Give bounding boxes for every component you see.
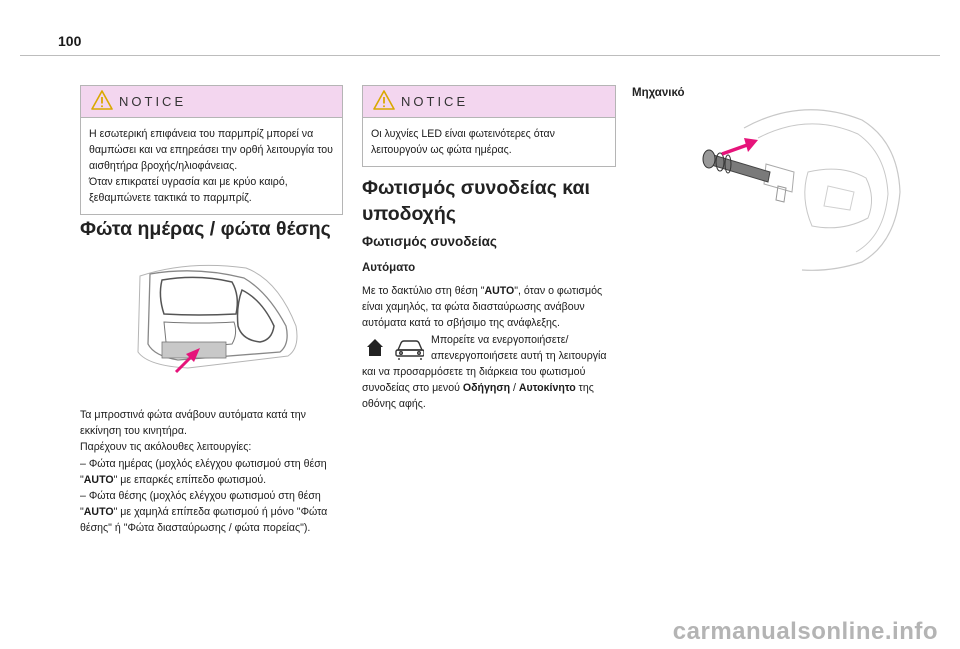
- notice-title: NOTICE: [401, 94, 469, 109]
- automatic-paragraph: [362, 283, 620, 332]
- auto-label: AUTO: [83, 473, 114, 486]
- item-text: – Φώτα θέσης (μοχλός ελέγχου φωτισμού στη θέση ": [80, 490, 321, 519]
- daylights-item-sidelights: [80, 488, 348, 537]
- warning-triangle-icon: [373, 90, 395, 115]
- notice-header: [363, 86, 615, 118]
- configure-paragraph: [362, 364, 620, 413]
- watermark: carmanualsonline.info: [672, 618, 938, 645]
- warning-triangle-icon: [91, 90, 113, 115]
- para-text: ", όταν ο φωτισμός είναι χαμηλός, τα φώτα διασταύρωσης ανάβουν αυτόματα κατά το σβήσιμο της ανάφλεξης.: [362, 285, 603, 330]
- automatic-heading: Αυτόματο: [362, 262, 416, 274]
- headlamp-figure: [128, 256, 308, 391]
- menu-driving: Οδήγηση: [462, 382, 511, 395]
- heading-line: υποδοχής: [362, 203, 456, 225]
- auto-label: AUTO: [83, 506, 114, 519]
- notice-body: [81, 118, 342, 214]
- notice-paragraph: Οι λυχνίες LED είναι φωτεινότερες όταν λειτουργούν ως φώτα ημέρας.: [371, 128, 555, 156]
- welcome-lighting-heading: [362, 175, 622, 227]
- notice-paragraph: Η εσωτερική επιφάνεια του παρμπρίζ μπορεί να θαμπώσει και να επηρεάσει την ορθή λειτουργία του αισθητήρα βροχής/ηλιοφάνειας.: [89, 128, 333, 172]
- configure-body-rest: [362, 364, 620, 413]
- para-text: /: [510, 382, 519, 395]
- inline-icons: [364, 336, 424, 365]
- auto-label: AUTO: [484, 285, 515, 297]
- configure-body: [431, 332, 621, 364]
- page-number: 100: [58, 33, 82, 49]
- notice-body: [363, 118, 615, 166]
- daylights-intro: Τα μπροστινά φώτα ανάβουν αυτόματα κατά την εκκίνηση του κινητήρα.: [80, 409, 306, 438]
- daylights-functions-label: Παρέχουν τις ακόλουθες λειτουργίες:: [80, 441, 252, 454]
- notice-title: NOTICE: [119, 94, 187, 109]
- notice-paragraph: Όταν επικρατεί υγρασία και με κρύο καιρό, ξεθαμπώνετε τακτικά το παρμπρίζ.: [89, 176, 288, 204]
- heading-line: Φωτισμός συνοδείας και: [362, 177, 590, 199]
- daylights-item-daytime: [80, 456, 348, 488]
- configure-line: Μπορείτε να ενεργοποιήσετε/: [431, 334, 569, 346]
- para-text: και να προσαρμόσετε τη διάρκεια του φωτισμού συνοδείας στο μενού: [362, 366, 586, 395]
- para-text: της οθόνης αφής.: [362, 382, 594, 411]
- notice-box-rain-sensor: [80, 85, 343, 215]
- guide-me-home-heading: Φωτισμός συνοδείας: [362, 234, 497, 249]
- car-icon: [396, 341, 424, 360]
- item-text: " με χαμηλά επίπεδα φωτισμού ή μόνο "Φώτα θέσης" ή "Φώτα διασταύρωσης / φώτα πορείας").: [80, 506, 328, 535]
- notice-header: [81, 86, 342, 118]
- automatic-body: [362, 283, 620, 332]
- item-text: – Φώτα ημέρας (μοχλός ελέγχου φωτισμού στη θέση ": [80, 457, 327, 486]
- para-text: Με το δακτύλιο στη θέση ": [362, 285, 485, 297]
- daylights-heading: Φώτα ημέρας / φώτα θέσης: [80, 218, 331, 240]
- menu-vehicle: Αυτοκίνητο: [518, 382, 576, 395]
- daylights-body: [80, 407, 348, 537]
- top-rule: [20, 55, 940, 56]
- lighting-stalk-figure: [682, 102, 904, 277]
- item-text: " με επαρκές επίπεδο φωτισμού.: [113, 473, 267, 486]
- configure-line: απενεργοποιήσετε αυτή τη λειτουργία: [431, 350, 607, 363]
- manual-heading: Μηχανικό: [632, 87, 685, 99]
- home-icon: [367, 339, 383, 356]
- notice-box-led: [362, 85, 616, 167]
